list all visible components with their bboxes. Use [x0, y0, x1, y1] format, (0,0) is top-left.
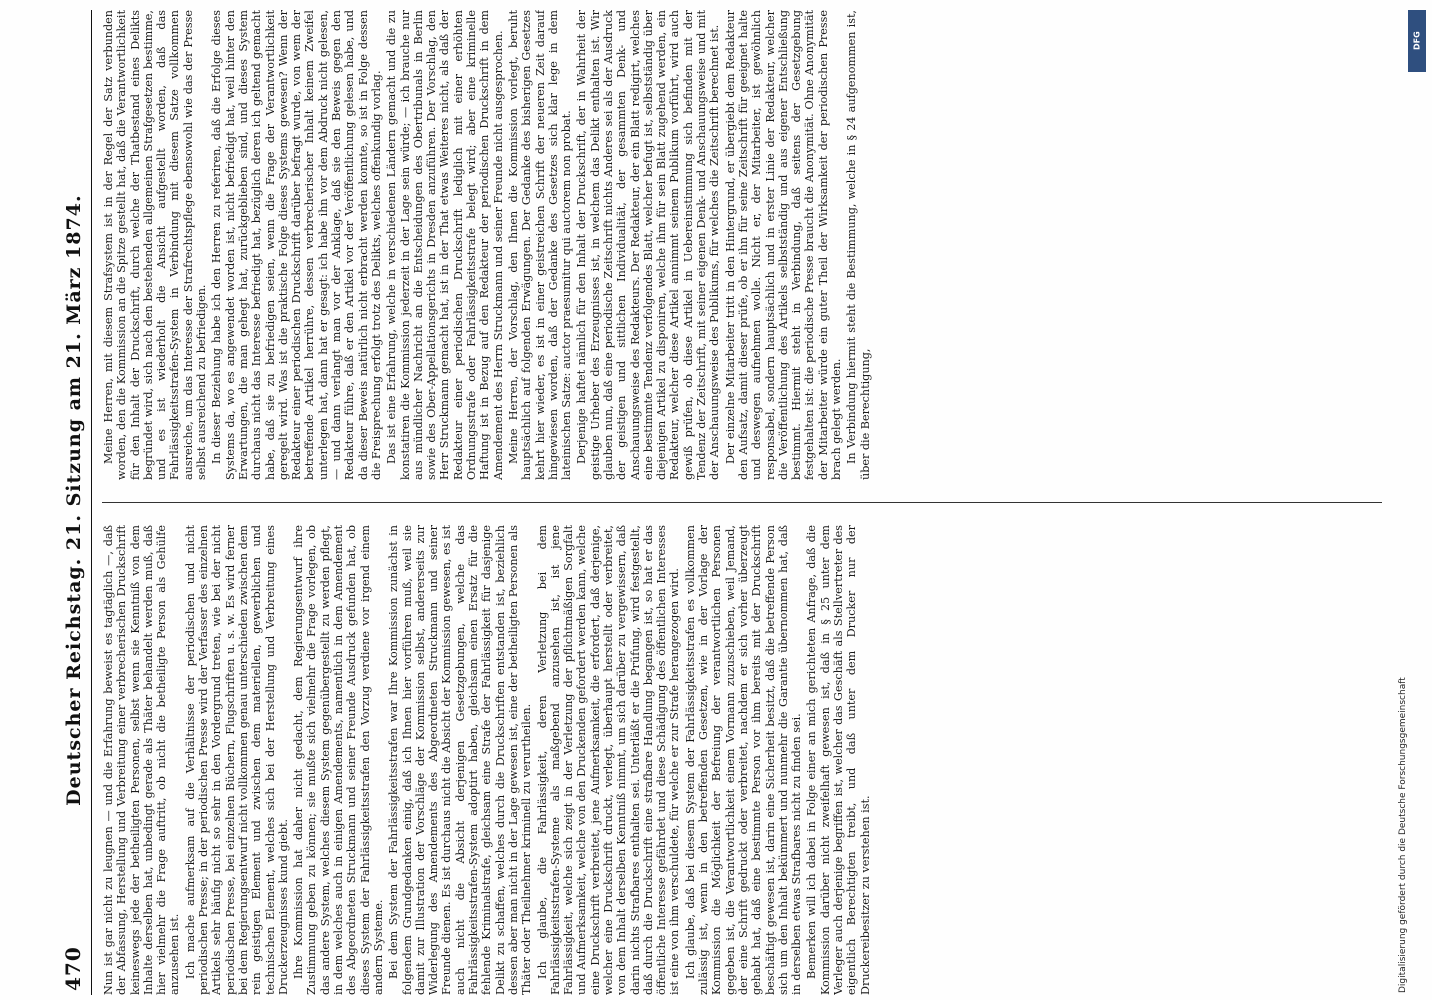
paragraph: Derjenige haftet nämlich für den Inhalt der Druckschrift, der in Wahrheit der geistige Urheber des Erzeugnisses ist, in welchem das Delikt enthalten ist. Wir glauben nun, daß eine periodische Zeitschrift nichts Anderes sei als der Ausdruck der geistigen und sittlichen Individualität, der gesammten Denk- und Anschauungsweise des Redakteurs. Der Redakteur, der ein Blatt redigirt, welches eine bestimmte Tendenz verfolgendes Blatt, welcher befugt ist, selbstständig über diejenigen Artikel zu disponiren, welche ihm für sein Blatt zugehend werden, ein Redakteur, welcher diese Artikel annimmt seinem Publikum vorführt, wird auch gewiß prüfen, ob diese Artikel in Uebereinstimmung sich befinden mit der Tendenz der Zeitschrift, mit seiner eigenen Denk- und Anschauungsweise und mit der Anschauungsweise des Publikums, für welches die Zeitschrift berechnet ist.: [575, 10, 722, 480]
running-title: Deutscher Reichstag. 21. Sitzung am 21. März 1874.: [63, 194, 85, 806]
paragraph: Ich glaube, daß bei diesem System der Fahrlässigkeitsstrafen es vollkommen zulässig ist, wenn in den betreffenden Gesetzen, wie in der Vorlage der Kommission die Möglichkeit der Befreiung der verantwortlichen Personen gegeben ist, die Verantwortlichkeit einem Vormann zuzuschieben, weil Jemand, der eine Schrift gedruckt oder verbreitet, nachdem er sich vorher überzeugt gehabt hat, daß eine bestimmte Person vor ihm bereits mit der Druckschrift beschäftigt gewesen ist, darin eine Sicherheit besitzt, daß die betreffende Person sich um den Inhalt bekümmert und nunmehr die Garantie übernommen hat, daß in derselben etwas Strafbares nicht zu finden sei.: [683, 525, 804, 995]
dfg-logo: DFG: [1408, 10, 1426, 72]
column-divider: [102, 502, 1382, 503]
paragraph: Das ist eine Erfahrung, welche in verschiedenen Ländern gemacht und die zu konstatiren die Kommission jederzeit in der Lage sein würde; — ich brauche nur aus mündlicher Nachricht an die Entscheidungen des Obertribunals in Berlin sowie des Ober-Appellationsgerichts in Dresden anzuführen. Der Vorschlag, den Herr Struckmann gemacht hat, ist in der That etwas Weiteres nicht, als daß der Redakteur einer periodischen Druckschrift lediglich mit einer erhöhten Ordnungsstrafe oder Fahrlässigkeitsstrafe belegt wird; aber eine kriminelle Haftung ist in Bezug auf den Redakteur der periodischen Druckschrift in dem Amendement des Herrn Struckmann und seiner Freunde nicht ausgesprochen.: [385, 10, 505, 480]
paragraph: In Verbindung hiermit steht die Bestimmung, welche in § 24 aufgenommen ist, über die Berechtigung,: [845, 10, 872, 480]
paragraph: Meine Herren, mit diesem Strafsystem ist in der Regel der Satz verbunden worden, den die Kommission an die Spitze gestellt hat, daß die Verantwortlichkeit für den Inhalt der Druckschrift, durch welche der Thatbestand eines Delikts begründet wird, sich nach den bestehenden allgemeinen Strafgesetzen bestimme, und es ist wiederholt die Ansicht aufgestellt worden, daß das Fahrlässigkeitsstrafen-System in Verbindung mit diesem Satze vollkommen ausreiche, um das Interesse der Strafrechtspflege ebensowohl wie das der Presse selbst ausreichend zu befriedigen.: [102, 10, 209, 480]
right-column: [102, 10, 1392, 480]
paragraph: Der einzelne Mitarbeiter tritt in den Hintergrund, er übergiebt dem Redakteur den Aufsatz, damit dieser prüfe, ob er ihn für seine Zeitschrift für geeignet halte und deswegen aufnehmen wolle. Nicht er, der Mitarbeiter, ist gewöhnlich responsabel, sondern hauptsächlich und in erster Linie der Redakteur, welcher die Veröffentlichung des Artikels selbstständig und aus eigener Entschließung bestimmt. Hiermit steht in Verbindung, daß seitens der Gesetzgebung festgehalten ist: die periodische Presse braucht die Anonymität. Ohne Anonymität der Mitarbeiter würde ein guter Theil der Wirksamkeit der periodischen Presse brach gelegt werden.: [723, 10, 844, 480]
page-number: 470: [61, 946, 85, 991]
credit-text: Digitalisierung gefördert durch die Deutsche Forschungsgemeinschaft: [1398, 677, 1408, 993]
paragraph: Ich glaube, die Fahrlässigkeit, deren Verletzung bei dem Fahrlässigkeitsstrafen-Systeme als maßgebend anzusehen ist, ist jene Fahrlässigkeit, welche sich zeigt in der Verletzung der pflichtmäßigen Sorgfalt und Aufmerksamkeit, welche von den Druckenden gefordert werden kann, welche eine Druckschrift verbreitet, jene Aufmerksamkeit, die erfordert, daß derjenige, welcher eine Druckschrift druckt, verlegt, überhaupt herstellt oder verbreitet, von dem Inhalt derselben Kenntniß nimmt, um sich darüber zu vergewissern, daß darin nichts Strafbares enthalten sei. Unterläßt er die Prüfung, wird festgestellt, daß durch die Druckschrift eine strafbare Handlung begangen ist, so hat er das öffentliche Interesse gefährdet und diese Schädigung des öffentlichen Interesses ist eine von ihm verschuldete, für welche er zur Strafe herangezogen wird.: [535, 525, 682, 995]
paragraph: In dieser Beziehung habe ich den Herren zu referiren, daß die Erfolge dieses Systems da, wo es angewendet worden ist, nicht befriedigt hat, weil hinter den Erwartungen, die man gehegt hat, zurückgeblieben sind, und dieses System durchaus nicht das Interesse befriedigt hat, bezüglich deren ich geltend gemacht habe, daß sie zu befriedigen seien, wenn die Frage der Verantwortlichkeit geregelt wird. Was ist die praktische Folge dieses Systems gewesen? Wenn der Redakteur einer periodischen Druckschrift darüber befragt wurde, von wem der betreffende Artikel herrühre, dessen verbrecherischer Inhalt keinem Zweifel unterlegen hat, dann hat er gesagt: ich habe ihn vor dem Abdruck nicht gelesen, — und dann verlangt man vor der Anklage, daß sie den Beweis gegen den Redakteur führe, daß er den Artikel vor der Veröffentlichung gelesen habe, und da dieser Beweis natürlich nicht erbracht werden konnte, so ist in Folge dessen die Freisprechung erfolgt trotz des Delikts, welches offenkundig vorlag.: [210, 10, 383, 480]
page-header: [50, 10, 92, 995]
paragraph: Bei dem System der Fahrlässigkeitsstrafen war Ihre Kommission zunächst in folgendem Grundgedanken einig, daß ich Ihnen hier vorführen muß, weil sie damit zur Illustration der Vorschläge der Kommission selbst, andererseits zur Widerlegung des Amendements des Abgeordneten Struckmann und seiner Freunde dienen. Es ist durchaus nicht die Absicht der Kommission gewesen, es ist auch nicht die Absicht derjenigen Gesetzgebungen, welche das Fahrlässigkeitsstrafen-System adoptirt haben, gleichsam einen Ersatz für die fehlende Kriminalstrafe, gleichsam eine Strafe der Fahrlässigkeit für dasjenige Delikt zu schaffen, welches durch die Druckschriften entstanden ist, beziehlich dessen aber man nicht in der Lage gewesen ist, eine der betheiligten Personen als Thäter oder Theilnehmer kriminell zu verurtheilen.: [387, 525, 534, 995]
digitization-credit: [1392, 8, 1414, 993]
paragraph: Ich mache aufmerksam auf die Verhältnisse der periodischen und nicht periodischen Presse; in der periodischen Presse wird der Verfasser des einzelnen Artikels sehr häufig nicht so sehr in den Vordergrund treten, wie bei der nicht periodischen Presse, bei einzelnen Büchern, Flugschriften u. s. w. Es wird ferner bei dem Regierungsentwurf nicht vollkommen genau unterschieden zwischen dem rein geistigen Element und zwischen dem materiellen, gewerblichen und technischen Element, welches sich bei der Herstellung und Verbreitung eines Druckerzeugnisses kund giebt.: [183, 525, 290, 995]
left-column: [102, 525, 1392, 995]
rotated-page-content: [50, 10, 1395, 995]
paragraph: Bemerken will ich dabei in Folge einer an mich gerichteten Anfrage, daß die Kommission darüber nicht zweifelhaft gewesen ist, daß in § 25 unter dem Verleger auch derjenige begriffen ist, welcher das Geschäft als Stellvertreter des eigentlich Berechtigten treibt, und daß unter dem Drucker nur der Druckereibesitzer zu verstehen ist.: [805, 525, 872, 995]
paragraph: Meine Herren, der Vorschlag, den Ihnen die Kommission vorlegt, beruht hauptsächlich auf folgenden Erwägungen. Der Gedanke des bisherigen Gesetzes kehrt hier wieder, es ist in einer geistreichen Schrift der neueren Zeit darauf hingewiesen worden, daß der Gedanke des Gesetzes sich klar lege in dem lateinischen Satze: auctor praesumitur qui auctorem non probat.: [506, 10, 574, 480]
paragraph: Ihre Kommission hat daher nicht gedacht, dem Regierungsentwurf ihre Zustimmung geben zu können; sie mußte sich vielmehr die Frage vorlegen, ob das andere System, welches diesem System gegenübergestellt zu werden pflegt, in dem welches auch in einigen Amendements, namentlich in dem Amendement des Abgeordneten Struckmann und seiner Freunde Ausdruck gefunden hat, ob dieses System der Fahrlässigkeitsstrafen den Vorzug verdiene vor irgend einem andern Systeme.: [292, 525, 385, 995]
paragraph: Nun ist gar nicht zu leugnen — und die Erfahrung beweist es tagtäglich —, daß der Abfassung, Herstellung und Verbreitung einer verbrecherischen Druckschrift keineswegs jede der betheiligten Personen, selbst wenn sie Kenntniß von dem Inhalte derselben hat, unbedingt gerade als Thäter behandelt werden muß, daß hier vielmehr die Frage auftritt, ob nicht die betheiligte Person als Gehülfe anzusehen ist.: [102, 525, 182, 995]
